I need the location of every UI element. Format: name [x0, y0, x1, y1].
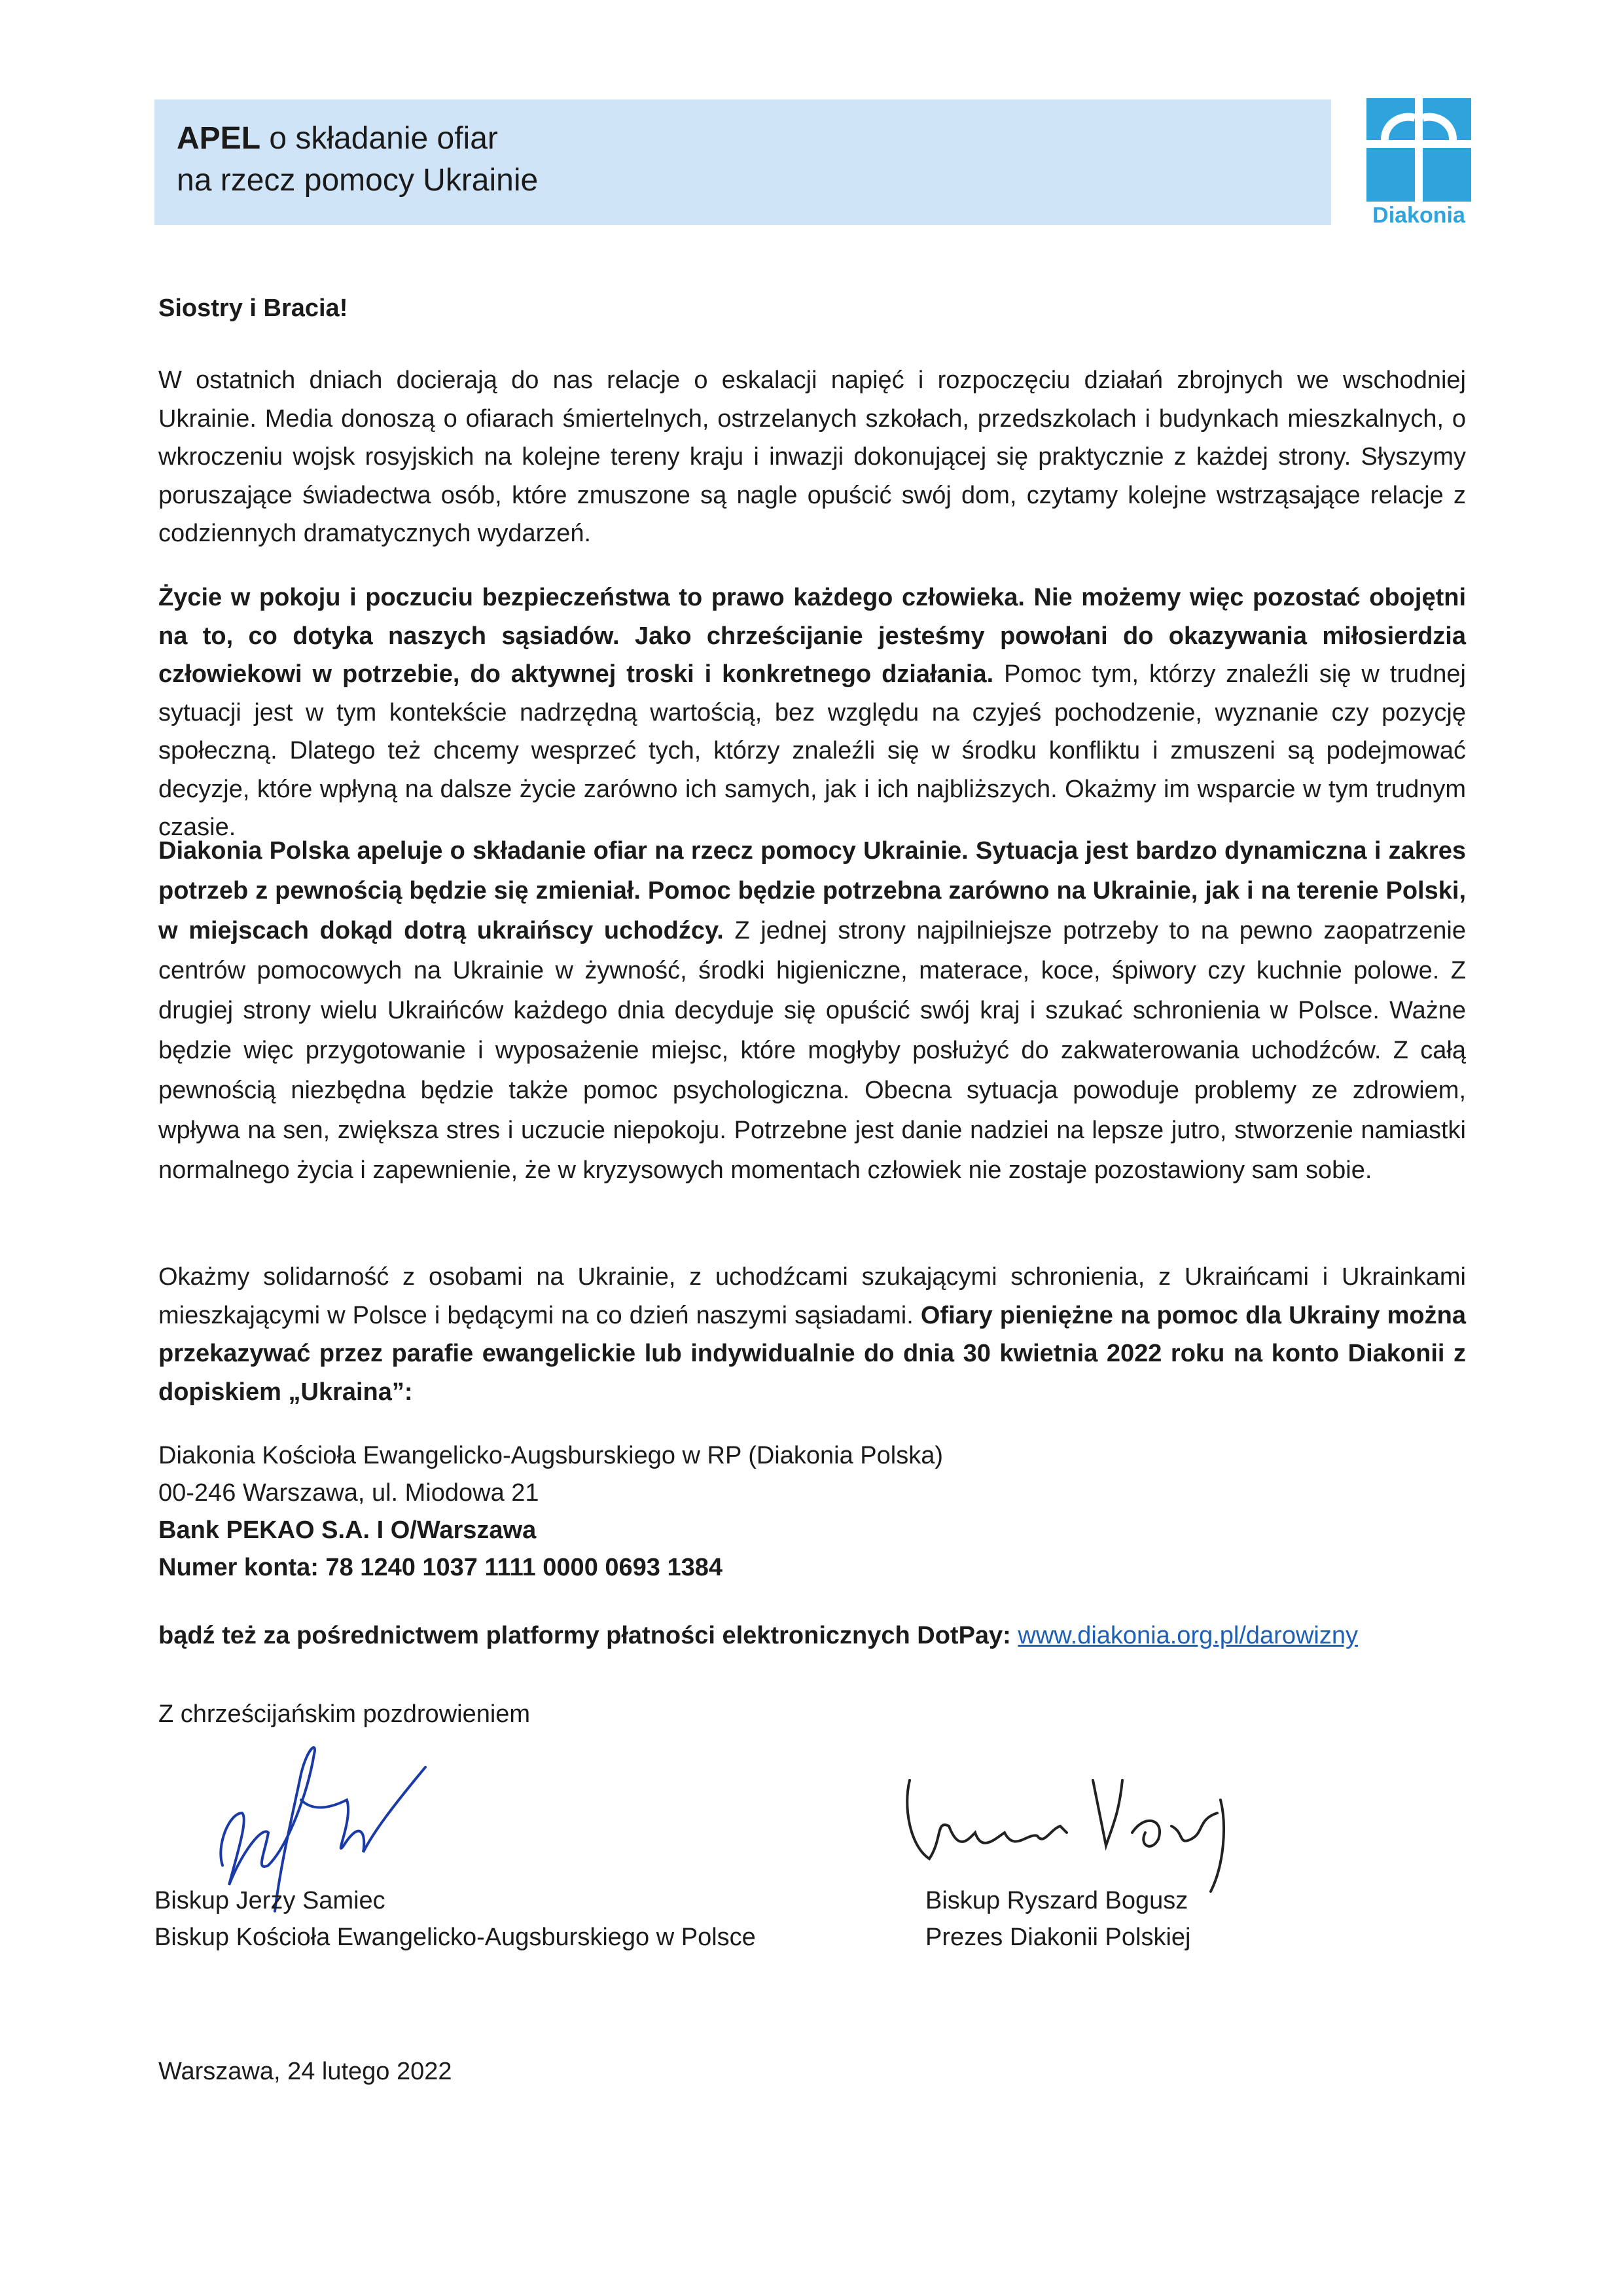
signatory-left-role: Biskup Kościoła Ewangelicko-Augsburskiego w Polsce	[154, 1924, 756, 1951]
header-band	[154, 99, 1331, 225]
paragraph-1: W ostatnich dniach docierają do nas relacje o eskalacji napięć i rozpoczęciu działań zbrojnych we wschodniej Ukrainie. Media donoszą o ofiarach śmiertelnych, ostrzelanych szkołach, przedszkolach i budynkach mieszkalnych, o wkroczeniu wojsk rosyjskich na kolejne tereny kraju i inwazji dokonującej się praktycznie z każdej strony. Słyszymy poruszające świadectwa osób, które zmuszone są nagle opuścić swój dom, czytamy kolejne wstrząsające relacje z codziennych dramatycznych wydarzeń.	[158, 367, 1466, 547]
letter-date: Warszawa, 24 lutego 2022	[158, 2058, 452, 2085]
signatory-right-role: Prezes Diakonii Polskiej	[925, 1924, 1191, 1951]
title-bold: APEL	[177, 121, 261, 156]
closing: Z chrześcijańskim pozdrowieniem	[158, 1700, 531, 1728]
letter-title	[177, 118, 538, 202]
logo-text: Diakonia	[1372, 203, 1465, 228]
signatory-left	[154, 1882, 756, 1956]
bank-address-block	[158, 1437, 943, 1587]
address-line-2: 00-246 Warszawa, ul. Miodowa 21	[158, 1479, 539, 1507]
bank-name: Bank PEKAO S.A. I O/Warszawa	[158, 1516, 537, 1544]
paragraph-4	[158, 1258, 1466, 1411]
account-number: Numer konta: 78 1240 1037 1111 0000 0693 1384	[158, 1554, 723, 1581]
title-rest: o składanie ofiar	[260, 121, 498, 156]
donation-link[interactable]: www.diakonia.org.pl/darowizny	[1018, 1622, 1358, 1649]
paragraph-4-bold: Ofiary pieniężne na pomoc dla Ukrainy można przekazywać przez parafie ewangelickie lub indywidualnie do dnia 30 kwietnia 2022 roku na konto Diakonii z dopiskiem „Ukraina”:	[158, 1301, 1466, 1406]
paragraph-3-bold: Diakonia Polska apeluje o składanie ofiar na rzecz pomocy Ukrainie. Sytuacja jest bardzo dynamiczna i zakres potrzeb z pewnością będzie się zmieniał. Pomoc będzie potrzebna zarówno na Ukrainie, jak i na terenie Polski, w miejscach dokąd dotrą ukraińscy uchodźcy.	[158, 837, 1466, 944]
signatory-left-name: Biskup Jerzy Samiec	[154, 1887, 385, 1914]
signatory-right	[925, 1882, 1191, 1956]
title-line2: na rzecz pomocy Ukrainie	[177, 163, 539, 198]
address-line-1: Diakonia Kościoła Ewangelicko-Augsburskiego w RP (Diakonia Polska)	[158, 1442, 943, 1469]
paragraph-2	[158, 579, 1466, 847]
paragraph-2-bold: Życie w pokoju i poczuciu bezpieczeństwa to prawo każdego człowieka. Nie możemy więc pozostać obojętni na to, co dotyka naszych sąsiadów. Jako chrześcijanie jesteśmy powołani do okazywania miłosierdzia człowiekowi w potrzebie, do aktywnej troski i konkretnego działania.	[158, 584, 1466, 688]
diakonia-cross-icon	[1366, 98, 1471, 203]
paragraph-2-rest: Pomoc tym, którzy znaleźli się w trudnej sytuacji jest w tym kontekście nadrzędną wartością, bez względu na czyjeś pochodzenie, wyznanie czy pozycję społeczną. Dlatego też chcemy wesprzeć tych, którzy znaleźli się w środku konfliktu i zmuszeni są podejmować decyzje, które wpłyną na dalsze życie zarówno ich samych, jak i ich najbliższych. Okażmy im wsparcie w tym trudnym czasie.	[158, 660, 1466, 841]
greeting: Siostry i Bracia!	[158, 295, 348, 322]
paragraph-4-rest: Okażmy solidarność z osobami na Ukrainie, z uchodźcami szukającymi schronienia, z Ukraińcami i Ukrainkami mieszkającymi w Polsce i będącymi na co dzień naszymi sąsiadami.	[158, 1263, 1466, 1329]
signatory-right-name: Biskup Ryszard Bogusz	[925, 1887, 1188, 1914]
diakonia-logo	[1366, 98, 1471, 229]
dotpay-line	[158, 1617, 1358, 1655]
paragraph-3	[158, 831, 1466, 1191]
paragraph-3-rest: Z jednej strony najpilniejsze potrzeby to na pewno zaopatrzenie centrów pomocowych na Ukrainie w żywność, środki higieniczne, materace, koce, śpiwory czy kuchnie polowe. Z drugiej strony wielu Ukraińców każdego dnia decyduje się opuścić swój kraj i szukać schronienia w Polsce. Ważne będzie więc przygotowanie i wyposażenie miejsc, które mogłyby posłużyć do zakwaterowania uchodźców. Z całą pewnością niezbędna będzie także pomoc psychologiczna. Obecna sytuacja powoduje problemy ze zdrowiem, wpływa na sen, zwiększa stres i uczucie niepokoju. Potrzebne jest danie nadziei na lepsze jutro, stworzenie namiastki normalnego życia i zapewnienie, że w kryzysowych momentach człowiek nie zostaje pozostawiony sam sobie.	[158, 917, 1466, 1184]
dotpay-text: bądź też za pośrednictwem platformy płatności elektronicznych DotPay:	[158, 1622, 1018, 1649]
